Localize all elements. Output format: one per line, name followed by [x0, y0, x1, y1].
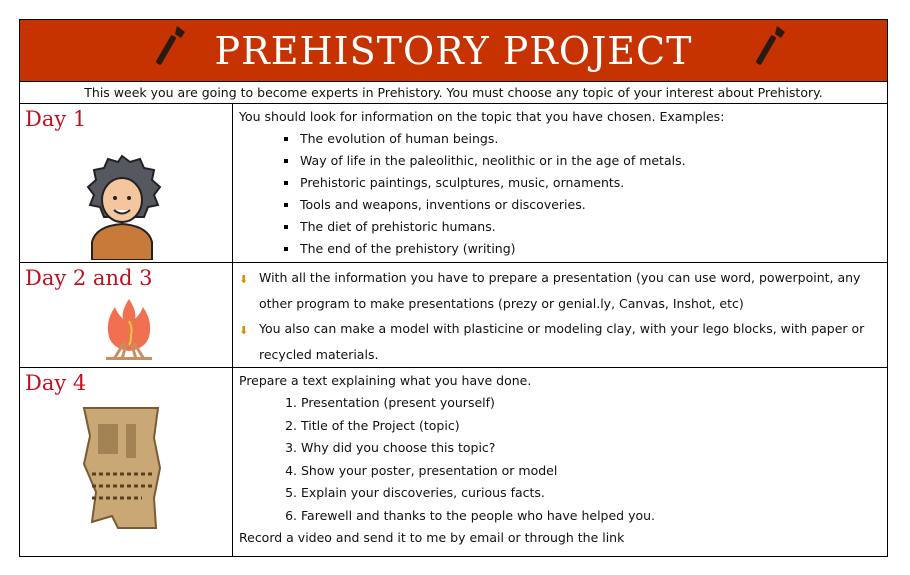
day-1-row — [20, 104, 887, 263]
step-item: 2. Title of the Project (topic) — [301, 415, 881, 438]
task-item: ⬇ You also can make a model with plasticine or modeling clay, with your lego blocks, with paper or recycled materials. — [239, 316, 881, 367]
day-label: Day 1 — [25, 107, 87, 131]
stone-axe-icon — [155, 24, 189, 66]
step-item: 6. Farewell and thanks to the people who have helped you. — [301, 505, 881, 528]
step-item: 3. Why did you choose this topic? — [301, 437, 881, 460]
stone-axe-icon — [755, 24, 789, 66]
caveman-icon — [78, 152, 166, 260]
bonfire-icon — [100, 297, 158, 361]
arrow-bullet-icon: ⬇ — [239, 273, 249, 286]
example-item: The diet of prehistoric humans. — [284, 216, 881, 238]
intro-text: This week you are going to become experts in Prehistory. You must choose any topic of your interest about Prehistory. — [20, 82, 887, 104]
task-item: ⬇ With all the information you have to prepare a presentation (you can use word, powerpoint, any other program to make presentations (prezy or genial.ly, Canvas, Inshot, etc) — [239, 265, 881, 316]
example-item: The end of the prehistory (writing) — [284, 238, 881, 260]
step-item: 5. Explain your discoveries, curious facts. — [301, 482, 881, 505]
day-2-3-row — [20, 263, 887, 368]
header-banner — [20, 20, 887, 82]
step-item: 4. Show your poster, presentation or model — [301, 460, 881, 483]
day-4-intro: Prepare a text explaining what you have done. — [239, 373, 532, 388]
project-table — [19, 19, 888, 557]
arrow-bullet-icon: ⬇ — [239, 324, 249, 337]
step-item: 1. Presentation (present yourself) — [301, 392, 881, 415]
example-item: The evolution of human beings. — [284, 128, 881, 150]
day-label: Day 4 — [25, 371, 87, 395]
day-1-intro: You should look for information on the topic that you have chosen. Examples: — [239, 109, 725, 124]
papyrus-icon — [78, 404, 164, 532]
example-item: Way of life in the paleolithic, neolithic or in the age of metals. — [284, 150, 881, 172]
day-4-row — [20, 368, 887, 556]
example-item: Tools and weapons, inventions or discoveries. — [284, 194, 881, 216]
day-4-outro: Record a video and send it to me by email or through the link — [239, 530, 625, 545]
example-item: Prehistoric paintings, sculptures, music, ornaments. — [284, 172, 881, 194]
page-title: PREHISTORY PROJECT — [214, 28, 693, 73]
day-label: Day 2 and 3 — [25, 266, 153, 290]
